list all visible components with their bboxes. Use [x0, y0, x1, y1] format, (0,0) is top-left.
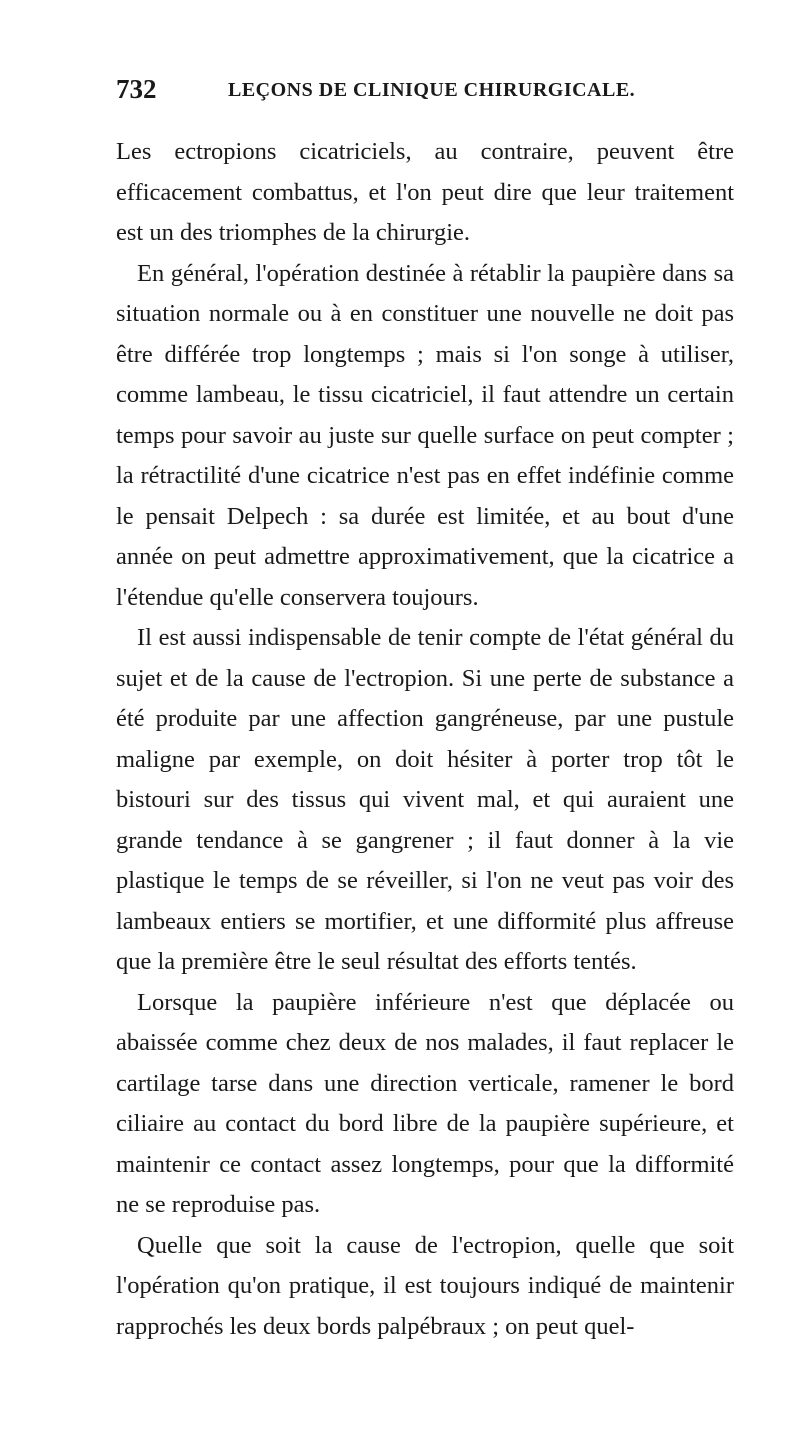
paragraph: En général, l'opération destinée à rétablir la paupière dans sa situation normale ou à en constituer une nouvelle ne doit pas être différée trop longtemps ; mais si l'on songe à utiliser, comme lambeau, le tissu cicatriciel, il faut attendre un certain temps pour savoir au juste sur quelle surface on peut compter ; la rétractilité d'une cicatrice n'est pas en effet indéfinie comme le pensait Delpech : sa durée est limitée, et au bout d'une année on peut admettre approximativement, que la cicatrice a l'étendue qu'elle conservera toujours.: [116, 259, 734, 611]
running-head: [116, 72, 734, 134]
body-text: [116, 132, 734, 1347]
page-number: 732: [116, 74, 157, 104]
running-title: LEÇONS DE CLINIQUE CHIRURGICALE.: [228, 79, 636, 101]
paragraph: Il est aussi indispensable de tenir compte de l'état général du sujet et de la cause de l'ectropion. Si une perte de substance a été produite par une affection gangréneuse, par une pustule maligne par exemple, on doit hésiter à porter trop tôt le bistouri sur des tissus qui vivent mal, et qui auraient une grande tendance à se gangrener ; il faut donner à la vie plastique le temps de se réveiller, si l'on ne veut pas voir des lambeaux entiers se mortifier, et une difformité plus affreuse que la première être le seul résultat des efforts tentés.: [116, 624, 734, 975]
paragraph: Quelle que soit la cause de l'ectropion, quelle que soit l'opération qu'on pratique, il est toujours indiqué de maintenir rapprochés les deux bords palpébraux ; on peut quel-: [116, 1231, 734, 1340]
paragraph: Lorsque la paupière inférieure n'est que déplacée ou abaissée comme chez deux de nos malades, il faut replacer le cartilage tarse dans une direction verticale, ramener le bord ciliaire au contact du bord libre de la paupière supérieure, et maintenir ce contact assez longtemps, pour que la difformité ne se reproduise pas.: [116, 988, 734, 1218]
paragraph: Les ectropions cicatriciels, au contraire, peuvent être efficacement combattus, et l'on peut dire que leur traitement est un des triomphes de la chirurgie.: [116, 138, 734, 246]
